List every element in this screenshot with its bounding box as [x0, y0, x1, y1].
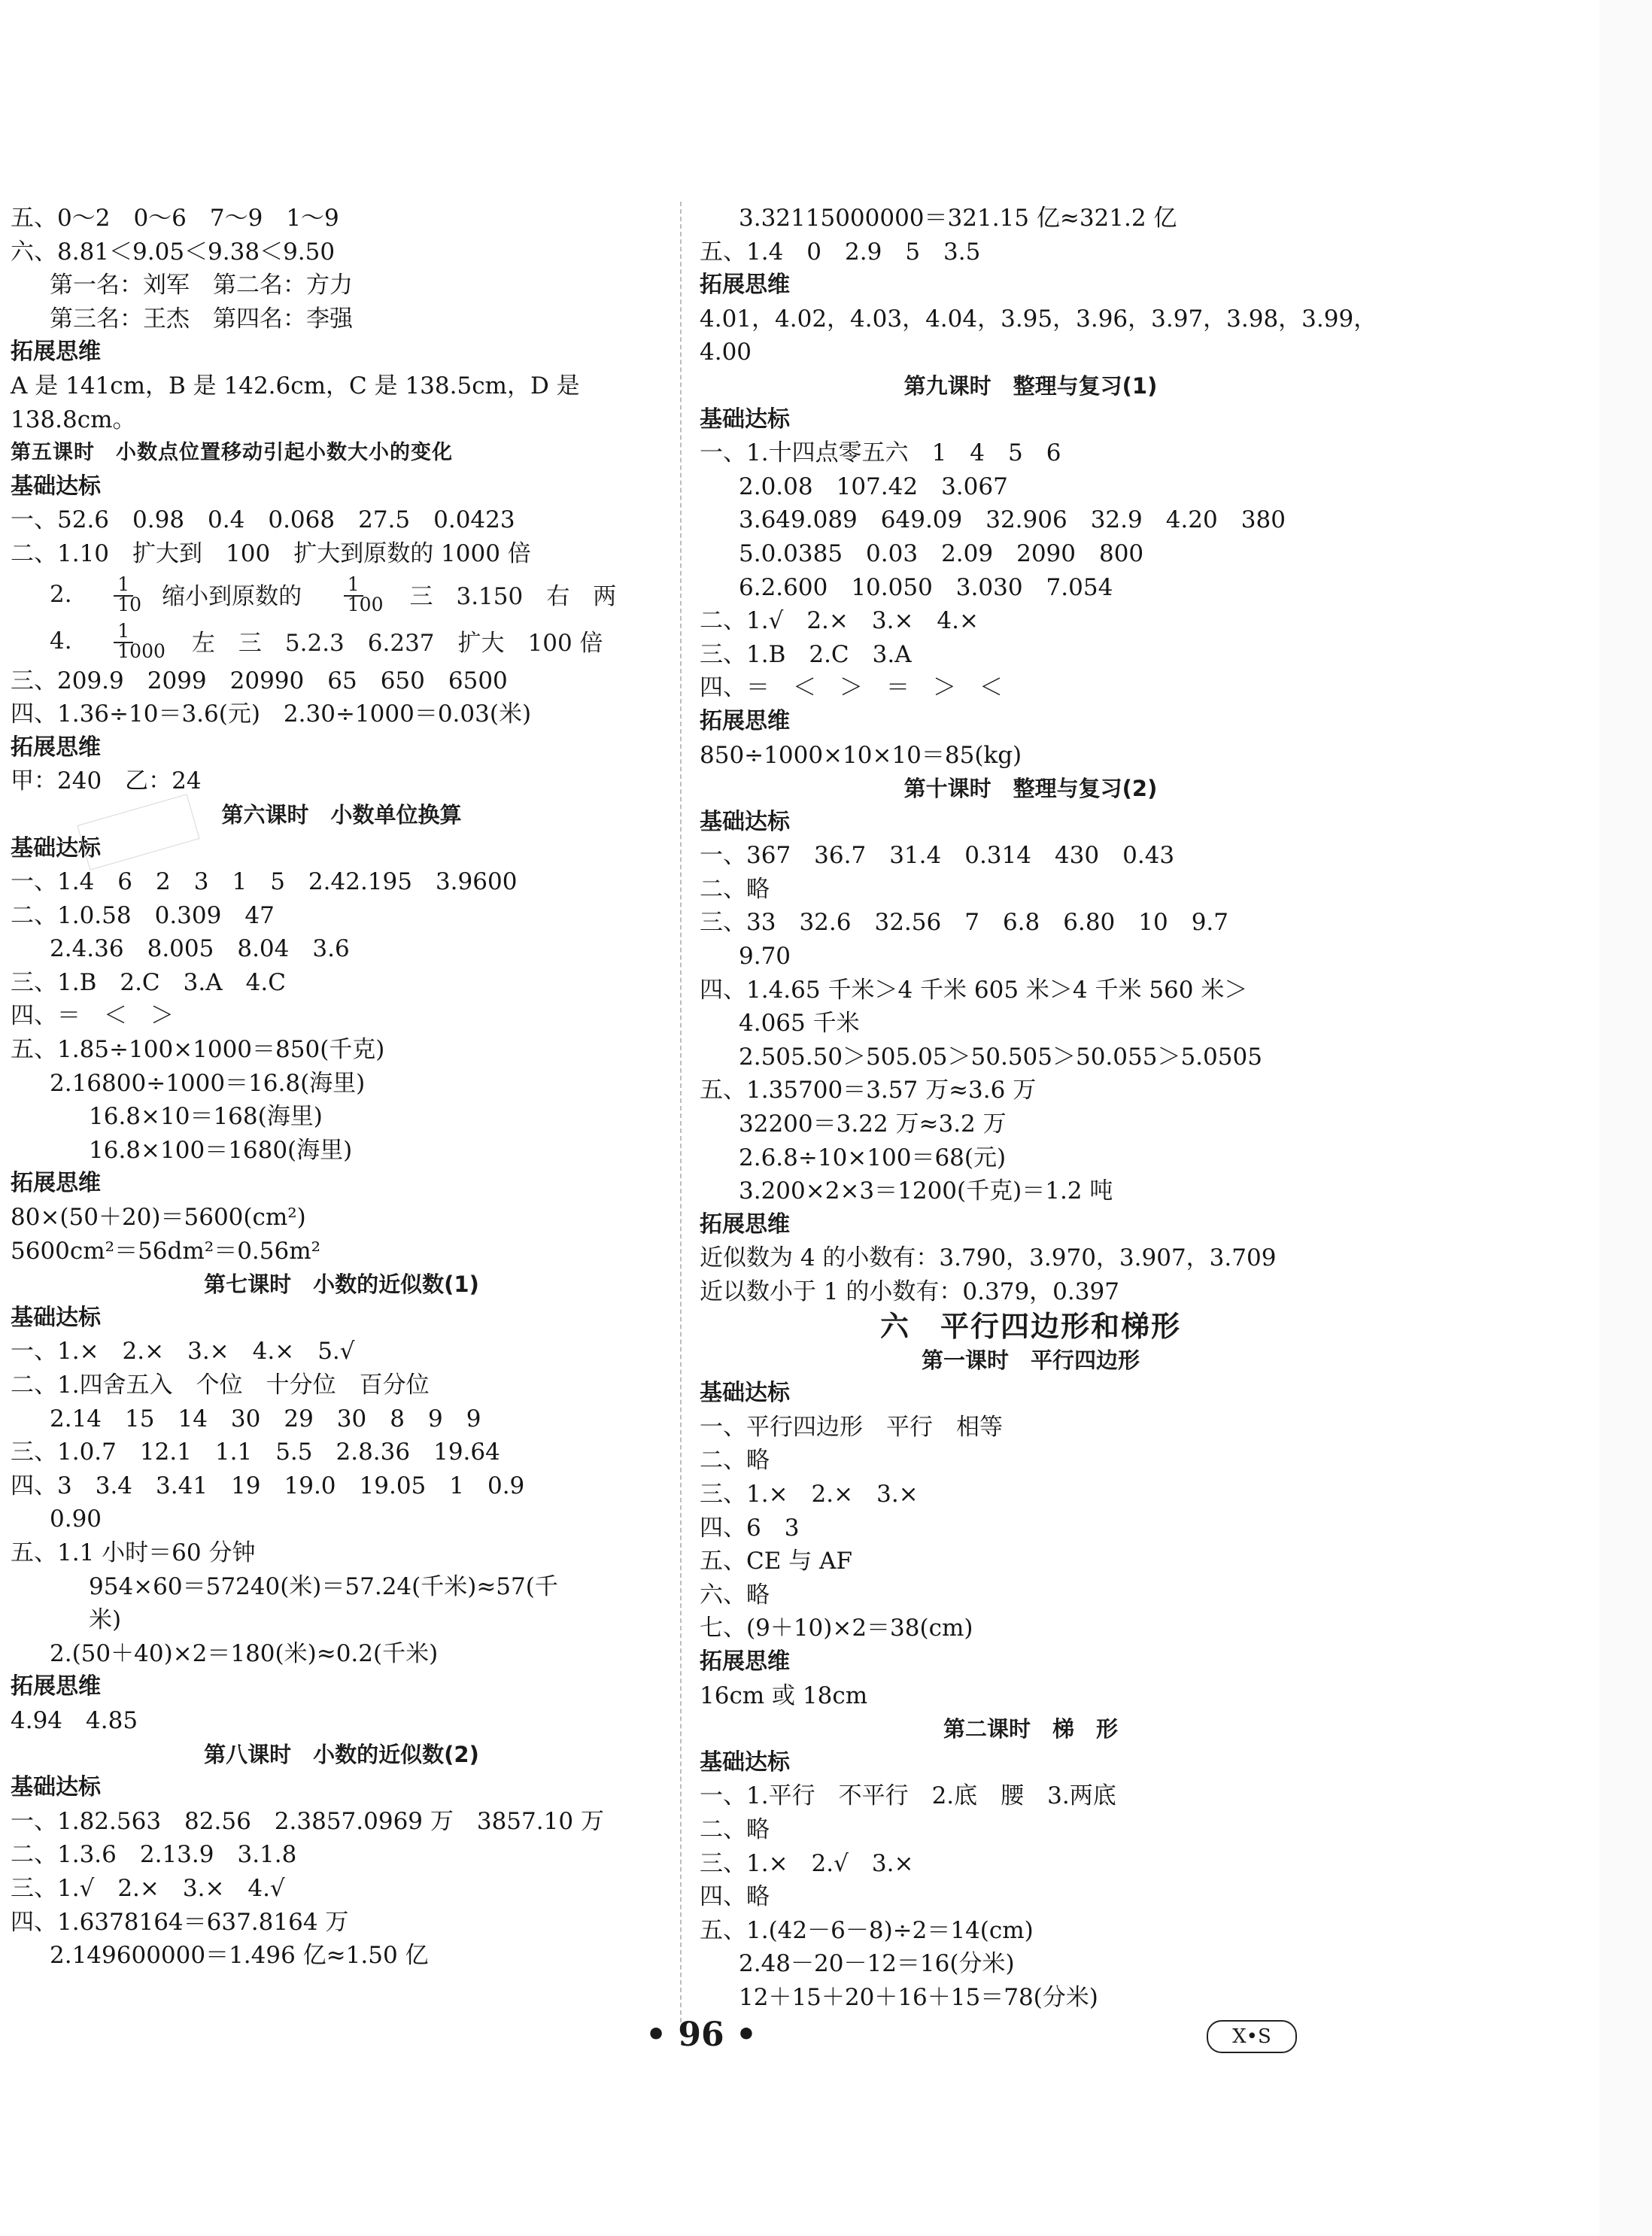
answer-line: 954×60＝57240(米)＝57.24(千米)≈57(千 — [89, 1572, 558, 1600]
answer-line: 三、209.9 2099 20990 65 650 6500 — [11, 667, 508, 694]
answer-line: 近似数为 4 的小数有：3.790，3.970，3.907，3.709 — [700, 1244, 1277, 1272]
page-number: • 96 • — [645, 2016, 758, 2054]
answer-line: 三、1.× 2.× 3.× — [700, 1480, 919, 1508]
answer-line: 二、1.3.6 2.13.9 3.1.8 — [11, 1841, 297, 1869]
answer-line: 五、1.(42－6－8)÷2＝14(cm) — [700, 1916, 1034, 1944]
section-heading: 拓展思维 — [11, 734, 101, 761]
answer-line: 四、6 3 — [700, 1514, 800, 1542]
answer-line: 一、1.十四点零五六 1 4 5 6 — [700, 439, 1061, 467]
answer-line: 80×(50＋20)＝5600(cm²) — [11, 1204, 306, 1232]
answer-line: 3.200×2×3＝1200(千克)＝1.2 吨 — [739, 1177, 1113, 1205]
section-heading: 基础达标 — [11, 834, 101, 861]
answer-line: 4.94 4.85 — [11, 1706, 138, 1734]
answer-line: 2.4.36 8.005 8.04 3.6 — [50, 935, 350, 963]
lesson-title: 第五课时 小数点位置移动引起小数大小的变化 — [11, 441, 453, 465]
lesson-title: 第二课时 梯 形 — [943, 1716, 1118, 1742]
answer-line: 三、1.× 2.√ 3.× — [700, 1849, 914, 1877]
answer-line: 2.16800÷1000＝16.8(海里) — [50, 1069, 366, 1097]
answer-line: 一、367 36.7 31.4 0.314 430 0.43 — [700, 842, 1175, 870]
answer-line: 三、1.√ 2.× 3.× 4.√ — [11, 1874, 285, 1902]
answer-line: 四、1.4.65 千米＞4 千米 605 米＞4 千米 560 米＞ — [700, 976, 1248, 1004]
answer-line: 2.48－20－12＝16(分米) — [739, 1950, 1015, 1978]
answer-line: 米) — [89, 1606, 122, 1634]
fraction-answer-line — [11, 618, 673, 664]
right-column — [700, 202, 1377, 2014]
section-heading: 拓展思维 — [700, 1648, 790, 1675]
edition-badge: X•S — [1207, 2020, 1297, 2053]
answer-line: 850÷1000×10×10＝85(kg) — [700, 741, 1022, 769]
section-heading: 拓展思维 — [11, 1673, 101, 1700]
answer-line: 四、＝ ＜ ＞ — [11, 1002, 174, 1030]
answer-line: 六、8.81＜9.05＜9.38＜9.50 — [11, 238, 336, 266]
fraction-numerator: 1 — [344, 573, 363, 597]
answer-line: 二、1.√ 2.× 3.× 4.× — [700, 607, 979, 635]
answer-line: 6.2.600 10.050 3.030 7.054 — [739, 573, 1113, 601]
answer-line: 五、CE 与 AF — [700, 1548, 852, 1575]
section-heading: 基础达标 — [700, 808, 790, 835]
answer-line: 一、52.6 0.98 0.4 0.068 27.5 0.0423 — [11, 506, 515, 534]
section-heading: 基础达标 — [700, 1380, 790, 1407]
answer-line: 一、1.82.563 82.56 2.3857.0969 万 3857.10 万 — [11, 1807, 604, 1835]
answer-line: 四、1.36÷10＝3.6(元) 2.30÷1000＝0.03(米) — [11, 700, 532, 728]
answer-line: 2.14 15 14 30 29 30 8 9 9 — [50, 1405, 481, 1432]
answer-line: 0.90 — [50, 1505, 102, 1533]
answer-line: 138.8cm。 — [11, 406, 136, 433]
answer-line: 三、1.B 2.C 3.A 4.C — [11, 968, 286, 996]
section-heading: 拓展思维 — [11, 1170, 101, 1197]
answer-line: 六、略 — [700, 1581, 770, 1609]
answer-line: 16.8×100＝1680(海里) — [89, 1136, 353, 1164]
fraction-numerator: 1 — [114, 620, 133, 643]
answer-line: 五、1.1 小时＝60 分钟 — [11, 1539, 256, 1566]
answer-line: 16.8×10＝168(海里) — [89, 1103, 323, 1131]
fraction — [308, 554, 387, 635]
answer-line: 五、1.85÷100×1000＝850(千克) — [11, 1036, 385, 1064]
answer-line: 3.649.089 649.09 32.906 32.9 4.20 380 — [739, 506, 1286, 534]
page-edge-shadow — [1599, 0, 1652, 2236]
answer-line: 4.00 — [700, 339, 752, 366]
section-heading: 拓展思维 — [11, 339, 101, 366]
answer-line: 9.70 — [739, 943, 791, 971]
chapter-title: 六 平行四边形和梯形 — [879, 1309, 1181, 1343]
answer-line: A 是 141cm，B 是 142.6cm，C 是 138.5cm，D 是 — [11, 372, 580, 400]
answer-line: 五、1.35700＝3.57 万≈3.6 万 — [700, 1077, 1037, 1104]
answer-line: 32200＝3.22 万≈3.2 万 — [739, 1110, 1007, 1138]
answer-line: 4.065 千米 — [739, 1010, 860, 1037]
answer-line: 五、1.4 0 2.9 5 3.5 — [700, 238, 981, 266]
lesson-title: 第十课时 整理与复习(2) — [903, 776, 1158, 802]
answer-line: 2.6.8÷10×100＝68(元) — [739, 1144, 1007, 1171]
fraction-text: 左 三 5.2.3 6.237 扩大 100 倍 — [191, 630, 603, 658]
answer-line: 第三名：王杰 第四名：李强 — [50, 305, 353, 333]
fraction-denominator: 10 — [117, 593, 142, 615]
answer-line: 七、(9＋10)×2＝38(cm) — [700, 1615, 973, 1642]
answer-line: 四、略 — [700, 1883, 770, 1911]
answer-line: 一、1.平行 不平行 2.底 腰 3.两底 — [700, 1782, 1116, 1810]
answer-line: 四、＝ ＜ ＞ ＝ ＞ ＜ — [700, 674, 1003, 702]
item-number: 2. — [50, 580, 72, 608]
answer-line: 5600cm²＝56dm²＝0.56m² — [11, 1237, 321, 1265]
lesson-title: 第一课时 平行四边形 — [921, 1347, 1140, 1373]
column-divider — [680, 202, 682, 2022]
answer-line: 一、1.4 6 2 3 1 5 2.42.195 3.9600 — [11, 868, 518, 896]
fraction-denominator: 100 — [347, 593, 384, 615]
answer-line: 2.(50＋40)×2＝180(米)≈0.2(千米) — [50, 1639, 439, 1667]
section-heading: 基础达标 — [11, 1774, 101, 1801]
lesson-title: 第八课时 小数的近似数(2) — [204, 1741, 479, 1767]
answer-line: 12＋15＋20＋16＋15＝78(分米) — [739, 1983, 1098, 2011]
answer-line: 第一名：刘军 第二名：方力 — [50, 272, 353, 299]
answer-line: 2.149600000＝1.496 亿≈1.50 亿 — [50, 1942, 429, 1970]
lesson-title: 第七课时 小数的近似数(1) — [204, 1271, 479, 1298]
section-heading: 基础达标 — [700, 406, 790, 433]
answer-line: 二、1.10 扩大到 100 扩大到原数的 1000 倍 — [11, 539, 531, 567]
answer-line: 一、平行四边形 平行 相等 — [700, 1413, 1003, 1441]
answer-line: 4.01，4.02，4.03，4.04，3.95，3.96，3.97，3.98，3.99， — [700, 305, 1377, 333]
answer-line: 三、1.B 2.C 3.A — [700, 640, 912, 668]
answer-line: 二、略 — [700, 1447, 770, 1475]
answer-line: 二、1.0.58 0.309 47 — [11, 901, 275, 929]
answer-line: 四、1.6378164＝637.8164 万 — [11, 1908, 349, 1936]
answer-line: 三、1.0.7 12.1 1.1 5.5 2.8.36 19.64 — [11, 1439, 500, 1466]
answer-line: 一、1.× 2.× 3.× 4.× 5.√ — [11, 1338, 355, 1366]
answer-line: 甲：240 乙：24 — [11, 767, 202, 795]
answer-line: 2.505.50＞505.05＞50.505＞50.055＞5.0505 — [739, 1043, 1262, 1071]
section-heading: 基础达标 — [11, 1304, 101, 1331]
fraction-numerator: 1 — [114, 573, 133, 597]
answer-line: 五、0～2 0～6 7～9 1～9 — [11, 205, 339, 232]
answer-line: 三、33 32.6 32.56 7 6.8 6.80 10 9.7 — [700, 909, 1229, 937]
fraction-text: 三 3.150 右 两 — [409, 583, 617, 611]
answer-line: 近以数小于 1 的小数有：0.379，0.397 — [700, 1278, 1119, 1305]
answer-line: 二、略 — [700, 1815, 770, 1843]
answer-line: 二、1.四舍五入 个位 十分位 百分位 — [11, 1372, 430, 1399]
section-heading: 拓展思维 — [700, 1211, 790, 1238]
section-heading: 拓展思维 — [700, 707, 790, 734]
answer-line: 3.32115000000＝321.15 亿≈321.2 亿 — [739, 205, 1177, 232]
section-heading: 拓展思维 — [700, 272, 790, 299]
answer-line: 四、3 3.4 3.41 19 19.0 19.05 1 0.9 — [11, 1472, 525, 1499]
item-number: 4. — [50, 627, 72, 655]
lesson-title: 第六课时 小数单位换算 — [221, 801, 462, 828]
answer-line: 5.0.0385 0.03 2.09 2090 800 — [739, 539, 1144, 567]
fraction-denominator: 1000 — [117, 640, 166, 662]
answer-line: 2.0.08 107.42 3.067 — [739, 472, 1008, 500]
section-heading: 基础达标 — [11, 472, 101, 500]
section-heading: 基础达标 — [700, 1748, 790, 1776]
left-column — [11, 202, 673, 1973]
answer-line: 16cm 或 18cm — [700, 1682, 868, 1709]
answer-line: 二、略 — [700, 875, 770, 903]
fraction-text: 缩小到原数的 — [162, 583, 302, 611]
lesson-title: 第九课时 整理与复习(1) — [903, 372, 1158, 399]
